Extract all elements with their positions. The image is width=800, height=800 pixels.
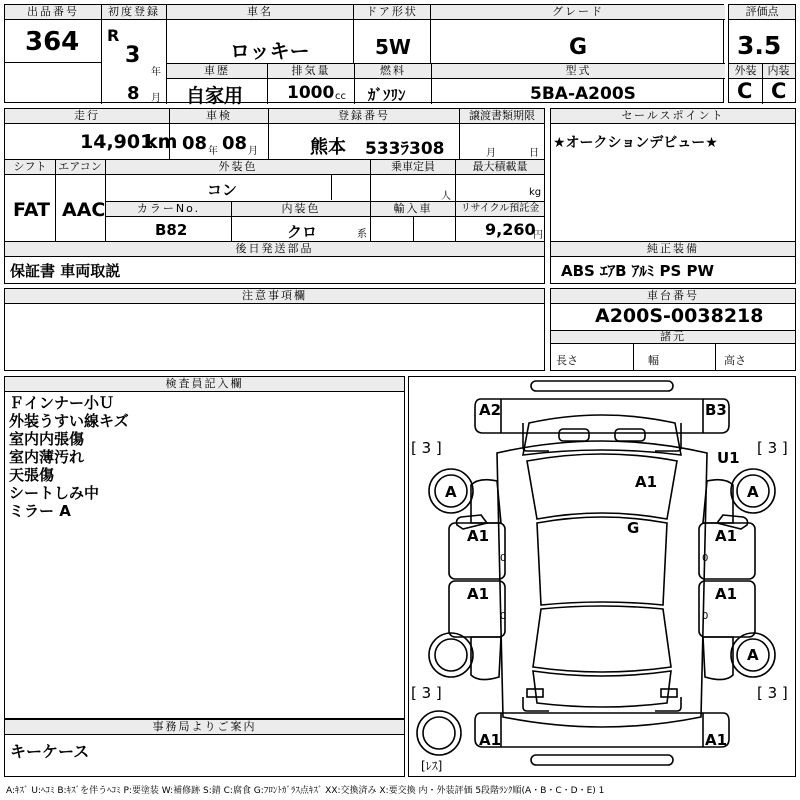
inspector-label: 検査員記入欄 bbox=[5, 377, 404, 392]
insp-year: 08 bbox=[182, 133, 208, 154]
chassis-block bbox=[550, 288, 796, 371]
first-reg-label: 初度登録 bbox=[102, 5, 166, 20]
equipment-label: 純正装備 bbox=[551, 242, 795, 257]
car-name: ロッキー bbox=[230, 39, 310, 63]
transfer-month-unit: 月 bbox=[486, 148, 496, 159]
office-label: 事務局よりご案内 bbox=[5, 720, 404, 735]
transfer-label: 譲渡書類期限 bbox=[460, 109, 544, 124]
interior-label: 内装 bbox=[762, 64, 795, 79]
transfer-day-unit: 日 bbox=[529, 148, 539, 159]
length-label: 長さ bbox=[556, 354, 578, 367]
ac-label: エアコン bbox=[55, 160, 105, 175]
capacity-unit: 人 bbox=[441, 191, 451, 202]
sales-point: ★オークションデビュー★ bbox=[553, 135, 718, 151]
door-type: 5W bbox=[375, 35, 411, 59]
insp-year-unit: 年 bbox=[208, 146, 218, 157]
recycle-label: リサイクル預託金 bbox=[456, 202, 544, 217]
lot-label: 出品番号 bbox=[5, 5, 101, 20]
lot-number: 364 bbox=[25, 27, 80, 57]
import-label: 輸入車 bbox=[371, 202, 455, 217]
int-color: クロ bbox=[287, 223, 318, 241]
recycle-unit: 円 bbox=[533, 230, 543, 241]
car-name-label: 車名 bbox=[167, 5, 353, 20]
model: 5BA-A200S bbox=[530, 84, 636, 104]
header-block bbox=[4, 4, 724, 107]
score: 3.5 bbox=[737, 31, 782, 60]
dims-label: 諸元 bbox=[551, 331, 795, 344]
mark-spare: [ﾚｽ] bbox=[421, 759, 443, 773]
detail-block bbox=[4, 108, 545, 284]
history-label: 車歴 bbox=[167, 64, 267, 79]
height-label: 高さ bbox=[724, 354, 746, 367]
exterior-label: 外装 bbox=[729, 64, 762, 79]
inspector-line: 天張傷 bbox=[9, 466, 55, 484]
grade: G bbox=[569, 35, 588, 60]
mileage: 14,901 bbox=[80, 131, 154, 153]
max-load-label: 最大積載量 bbox=[456, 160, 544, 175]
sales-point-block bbox=[550, 108, 796, 284]
score-label: 評価点 bbox=[729, 5, 795, 20]
mark-front-right: B3 bbox=[705, 401, 727, 419]
fuel-label: 燃料 bbox=[355, 64, 431, 79]
later-parts: 保証書 車両取説 bbox=[10, 262, 121, 280]
chassis-number: A200S-0038218 bbox=[595, 305, 764, 327]
reg-place: 熊本 bbox=[310, 137, 346, 158]
capacity-label: 乗車定員 bbox=[371, 160, 455, 175]
month-unit: 月 bbox=[151, 93, 161, 104]
zero-door-rl: 0 bbox=[500, 611, 507, 622]
mark-door-rl: A1 bbox=[467, 585, 490, 603]
mark-rear-right: A1 bbox=[705, 731, 728, 749]
zero-door-fl: 0 bbox=[500, 553, 507, 564]
legend: A:ｷｽﾞ U:ﾍｺﾐ B:ｷｽﾞを伴うﾍｺﾐ P:要塗装 W:補修跡 S:錆 C:腐食 G:ﾌﾛﾝﾄｶﾞﾗｽ点ｷｽﾞ XX:交換済み X:要交換 内・外装評価 5段階ﾗﾝｸ順(A・B・C・D・E) 1 bbox=[6, 786, 605, 796]
color-no-label: カラーNo. bbox=[106, 202, 231, 217]
reg-month: 8 bbox=[127, 83, 140, 104]
width-label: 幅 bbox=[648, 354, 659, 367]
mark-wheel-fr: A bbox=[747, 483, 759, 501]
inspector-line: シートしみ中 bbox=[9, 484, 100, 502]
equipment: ABS ｴｱB ｱﾙﾐ PS PW bbox=[561, 262, 715, 280]
office-block bbox=[4, 719, 405, 777]
mileage-unit: km bbox=[145, 131, 178, 153]
reg-number: 533ﾗ308 bbox=[365, 139, 445, 159]
mark-tire-fr: [ 3 ] bbox=[757, 439, 788, 457]
era: R bbox=[107, 26, 120, 45]
max-load-unit: kg bbox=[529, 187, 542, 198]
later-parts-label: 後日発送部品 bbox=[5, 242, 544, 257]
office-text: キーケース bbox=[10, 742, 90, 761]
inspector-line: 室内内張傷 bbox=[9, 430, 85, 448]
int-color-unit: 系 bbox=[357, 229, 367, 240]
mark-tire-rl: [ 3 ] bbox=[411, 684, 442, 702]
exterior-score: C bbox=[737, 79, 753, 103]
mark-tire-rr: [ 3 ] bbox=[757, 684, 788, 702]
door-label: ドア形状 bbox=[354, 5, 430, 20]
inspector-line: 室内薄汚れ bbox=[9, 448, 85, 466]
mark-door-fl: A1 bbox=[467, 527, 490, 545]
insp-month-unit: 月 bbox=[248, 146, 258, 157]
mark-right-mirror: U1 bbox=[717, 449, 740, 467]
insp-month: 08 bbox=[222, 133, 248, 154]
mark-hood: A1 bbox=[635, 473, 658, 491]
inspector-block bbox=[4, 376, 405, 719]
reg-year: 3 bbox=[125, 43, 141, 68]
shift: FAT bbox=[13, 199, 50, 221]
mark-front-left: A2 bbox=[479, 401, 502, 419]
sales-point-label: セールスポイント bbox=[551, 109, 795, 124]
cc-unit: cc bbox=[335, 91, 346, 102]
mark-windshield: G bbox=[627, 519, 640, 537]
car-diagram bbox=[408, 376, 796, 777]
zero-door-fr: 0 bbox=[702, 553, 709, 564]
grade-label: グレード bbox=[431, 5, 725, 20]
reg-label: 登録番号 bbox=[269, 109, 459, 124]
history: 自家用 bbox=[186, 85, 244, 107]
color-no: B82 bbox=[155, 221, 188, 239]
fuel: ｶﾞｿﾘﾝ bbox=[368, 86, 406, 104]
model-label: 型式 bbox=[432, 64, 725, 79]
chassis-label: 車台番号 bbox=[551, 289, 795, 304]
displacement: 1000 bbox=[287, 83, 335, 103]
year-unit: 年 bbox=[151, 67, 161, 78]
notes-label: 注意事項欄 bbox=[5, 289, 544, 304]
car-outline-svg bbox=[409, 377, 795, 776]
int-color-label: 内装色 bbox=[232, 202, 370, 217]
mark-wheel-fl: A bbox=[445, 483, 457, 501]
mark-door-fr: A1 bbox=[715, 527, 738, 545]
inspector-line: Ｆインナー小Ｕ bbox=[9, 394, 115, 412]
inspector-line: 外装うすい線キズ bbox=[9, 412, 129, 430]
ext-color-label: 外装色 bbox=[106, 160, 370, 175]
inspector-line: ミラー A bbox=[9, 502, 71, 520]
score-block bbox=[728, 4, 796, 103]
interior-score: C bbox=[771, 79, 787, 103]
mark-rear-left: A1 bbox=[479, 731, 502, 749]
mileage-label: 走行 bbox=[5, 109, 169, 124]
mark-tire-fl: [ 3 ] bbox=[411, 439, 442, 457]
mark-door-rr: A1 bbox=[715, 585, 738, 603]
inspection-label: 車検 bbox=[170, 109, 268, 124]
shift-label: シフト bbox=[5, 160, 55, 175]
recycle: 9,260 bbox=[485, 220, 536, 239]
mark-wheel-rr: A bbox=[747, 646, 759, 664]
notes-block bbox=[4, 288, 545, 371]
displacement-label: 排気量 bbox=[268, 64, 354, 79]
ext-color: コン bbox=[207, 181, 238, 199]
ac: AAC bbox=[62, 199, 106, 221]
zero-door-rr: 0 bbox=[702, 611, 709, 622]
